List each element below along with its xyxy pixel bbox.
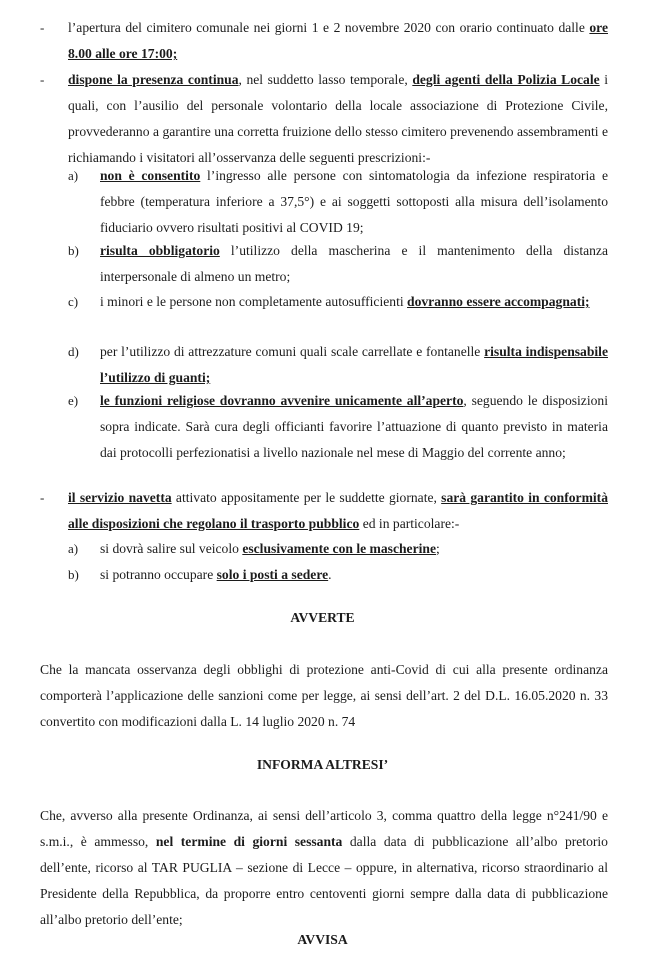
list-item bbox=[100, 289, 608, 315]
list-item bbox=[100, 536, 608, 562]
item-marker: a) bbox=[68, 168, 79, 183]
list-item bbox=[100, 163, 608, 241]
text-run: risulta obbligatorio bbox=[100, 243, 220, 258]
list-item bbox=[100, 388, 608, 466]
text-run: i minori e le persone non completamente autosufficienti bbox=[100, 294, 408, 309]
section-heading-avvisa: AVVISA bbox=[297, 932, 348, 947]
text-run: , nel suddetto lasso temporale, bbox=[238, 72, 413, 87]
item-marker: - bbox=[40, 20, 45, 35]
text-run: risulta indispensabile l’utilizzo di guanti; bbox=[100, 344, 608, 385]
text-run: non è consentito bbox=[100, 168, 201, 183]
text-run: il servizio navetta bbox=[68, 490, 172, 505]
section-heading-avverte: AVVERTE bbox=[290, 610, 355, 625]
text-run: per l’utilizzo di attrezzature comuni quali scale carrellate e fontanelle bbox=[100, 344, 485, 359]
text-run: si potranno occupare bbox=[100, 567, 217, 582]
paragraph-informa bbox=[40, 803, 608, 933]
text-run: Che, avverso alla presente Ordinanza, ai sensi dell’articolo 3, comma quattro della legge n°241/90 e s.m.i., è ammesso, bbox=[40, 808, 608, 849]
text-run: esclusivamente con le mascherine bbox=[242, 541, 436, 556]
text-run: degli agenti della Polizia Locale bbox=[412, 72, 600, 87]
text-run: l’apertura del cimitero comunale nei giorni 1 e 2 novembre 2020 con orario continuato dalle bbox=[68, 20, 590, 35]
text-run: i quali, con l’ausilio del personale volontario della locale associazione di Protezione Civile, provvederanno a garantire una corretta fruizione dello stesso cimitero prevenendo assembramenti e richiamando i visitatori all’osservanza delle seguenti prescrizioni:- bbox=[68, 72, 609, 165]
text-run: si dovrà salire sul veicolo bbox=[100, 541, 243, 556]
item-marker: e) bbox=[68, 393, 79, 408]
item-marker: a) bbox=[68, 541, 79, 556]
text-run: dovranno essere accompagnati; bbox=[407, 294, 590, 309]
item-marker: - bbox=[40, 72, 45, 87]
text-run: dalla data di pubblicazione all’albo pretorio dell’ente, ricorso al TAR PUGLIA – sezione di Lecce – oppure, in alternativa, ricorso straordinario al Presidente della Repubblica, da proporre entro centoventi giorni sempre dalla data di pubblicazione all’albo pretorio dell’ente; bbox=[40, 834, 608, 927]
text-run: . bbox=[328, 567, 332, 582]
text-run: sarà garantito in conformità alle disposizioni che regolano il trasporto pubblico bbox=[68, 490, 608, 531]
list-item bbox=[100, 238, 608, 290]
text-run: l’ingresso alle persone con sintomatologia da infezione respiratoria e febbre (temperatura inferiore a 37,5°) e ai soggetti sottoposti alla misura dell’isolamento fiduciario ovvero risultati positivi al COVID 19; bbox=[100, 168, 608, 235]
text-run: nel termine di giorni sessanta bbox=[155, 834, 343, 849]
list-item bbox=[68, 15, 608, 67]
section-heading-informa: INFORMA ALTRESI’ bbox=[256, 757, 389, 772]
paragraph-avverte: Che la mancata osservanza degli obblighi di protezione anti-Covid di cui alla presente ordinanza comporterà l’applicazione delle sanzioni come per legge, ai sensi dell’art. 2 del D.L. 16.05.2020 n. 33 convertito con modificazioni dalla L. 14 luglio 2020 n. 74 bbox=[40, 662, 608, 729]
text-run: ; bbox=[436, 541, 440, 556]
text-run: dispone la presenza continua bbox=[68, 72, 239, 87]
text-run: le funzioni religiose dovranno avvenire unicamente all’aperto bbox=[100, 393, 464, 408]
item-marker: b) bbox=[68, 567, 79, 582]
item-marker: c) bbox=[68, 294, 79, 309]
text-run: ore 8.00 alle ore 17:00; bbox=[68, 20, 608, 61]
item-marker: d) bbox=[68, 344, 79, 359]
list-item bbox=[100, 562, 608, 588]
text-run: l’utilizzo della mascherina e il mantenimento della distanza interpersonale di almeno un metro; bbox=[100, 243, 609, 284]
list-item bbox=[68, 485, 608, 537]
list-item bbox=[68, 67, 608, 171]
text-run: attivato appositamente per le suddette giornate, bbox=[171, 490, 442, 505]
item-marker: b) bbox=[68, 243, 79, 258]
text-run: , seguendo le disposizioni sopra indicate. Sarà cura degli officianti favorire l’attuazione di quanto previsto in materia dai protocolli perfezionatisi a livello nazionale nel mese di Maggio del corrente anno; bbox=[100, 393, 608, 460]
list-item bbox=[100, 339, 608, 391]
item-marker: - bbox=[40, 490, 45, 505]
text-run: solo i posti a sedere bbox=[216, 567, 329, 582]
text-run: ed in particolare:- bbox=[359, 516, 460, 531]
